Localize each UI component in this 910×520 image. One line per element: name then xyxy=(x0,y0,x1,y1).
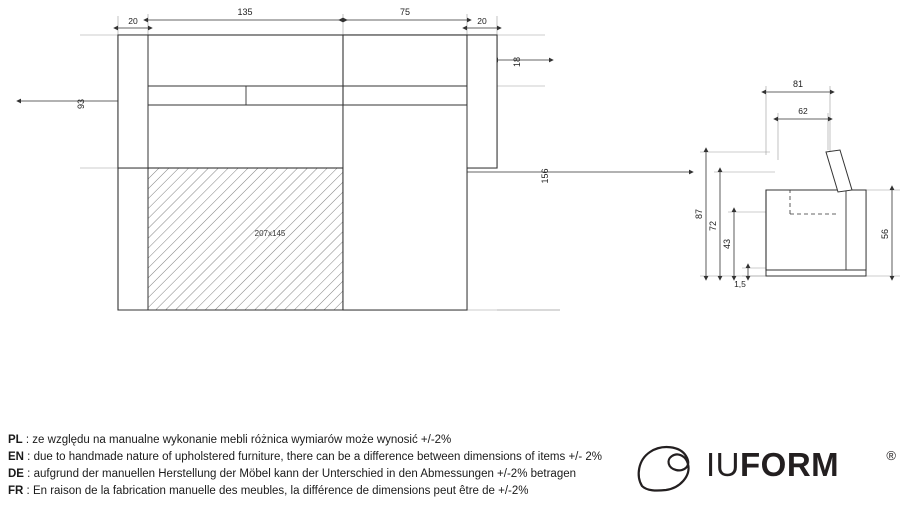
note-pl-lang: PL xyxy=(8,434,23,446)
dim-total-depth: 156 xyxy=(540,168,550,184)
dim-chaise-section: 75 xyxy=(399,7,411,17)
dim-overall-height: 56 xyxy=(880,228,890,240)
top-view-group xyxy=(21,7,689,310)
dim-backrest-section: 135 xyxy=(237,7,253,17)
note-de: DE : aufgrund der manuellen Herstellung der Möbel kann der Unterschied in den Abmessungen +/-2% betragen xyxy=(8,468,577,480)
note-fr-text: En raison de la fabrication manuelle des meubles, la différence de dimensions peut être de +/-2% xyxy=(32,485,529,497)
note-en-text: due to handmade nature of upholstered furniture, there can be a difference between dimensions of items +/- 2% xyxy=(33,451,603,463)
note-en: EN : due to handmade nature of upholstered furniture, there can be a difference between dimensions of items +/- 2% xyxy=(8,451,603,463)
note-pl-text: ze względu na manualne wykonanie mebli różnica wymiarów może wynosić +/-2% xyxy=(32,434,452,446)
disclaimer-notes xyxy=(8,432,628,500)
dim-arm-top-width: 81 xyxy=(792,79,804,89)
hatch-area-label: 207x145 xyxy=(254,229,286,238)
note-en-lang: EN xyxy=(8,451,24,463)
dim-inner-width: 62 xyxy=(798,106,808,116)
dim-seat-detail: 43 xyxy=(722,238,732,250)
dim-back-height-band: 18 xyxy=(512,56,522,68)
brand-name-bold: FORM xyxy=(740,446,840,483)
side-view-outline xyxy=(766,150,866,276)
note-pl: PL : ze względu na manualne wykonanie mebli różnica wymiarów może wynosić +/-2% xyxy=(8,434,452,446)
dim-seat-depth-left: 93 xyxy=(76,98,86,110)
brand-name-thin: IU xyxy=(706,446,740,483)
note-de-lang: DE xyxy=(8,468,24,480)
dim-right-arm-width: 20 xyxy=(477,16,487,26)
note-de-text: aufgrund der manuellen Herstellung der Möbel kann der Unterschied in den Abmessungen +/-2% betragen xyxy=(33,468,577,480)
side-view-group xyxy=(694,79,900,289)
brand-logo xyxy=(634,440,896,502)
note-fr-lang: FR xyxy=(8,485,24,497)
dim-back-height: 87 xyxy=(694,208,704,220)
note-fr: FR : En raison de la fabrication manuelle des meubles, la différence de dimensions peut être de +/-2% xyxy=(8,485,529,497)
brand-registered-mark: ® xyxy=(886,448,896,463)
dim-left-arm-width: 20 xyxy=(128,16,138,26)
brand-wordmark xyxy=(706,446,839,484)
dim-backrest-height: 72 xyxy=(708,220,718,232)
dim-foot-height: 1,5 xyxy=(734,279,746,289)
